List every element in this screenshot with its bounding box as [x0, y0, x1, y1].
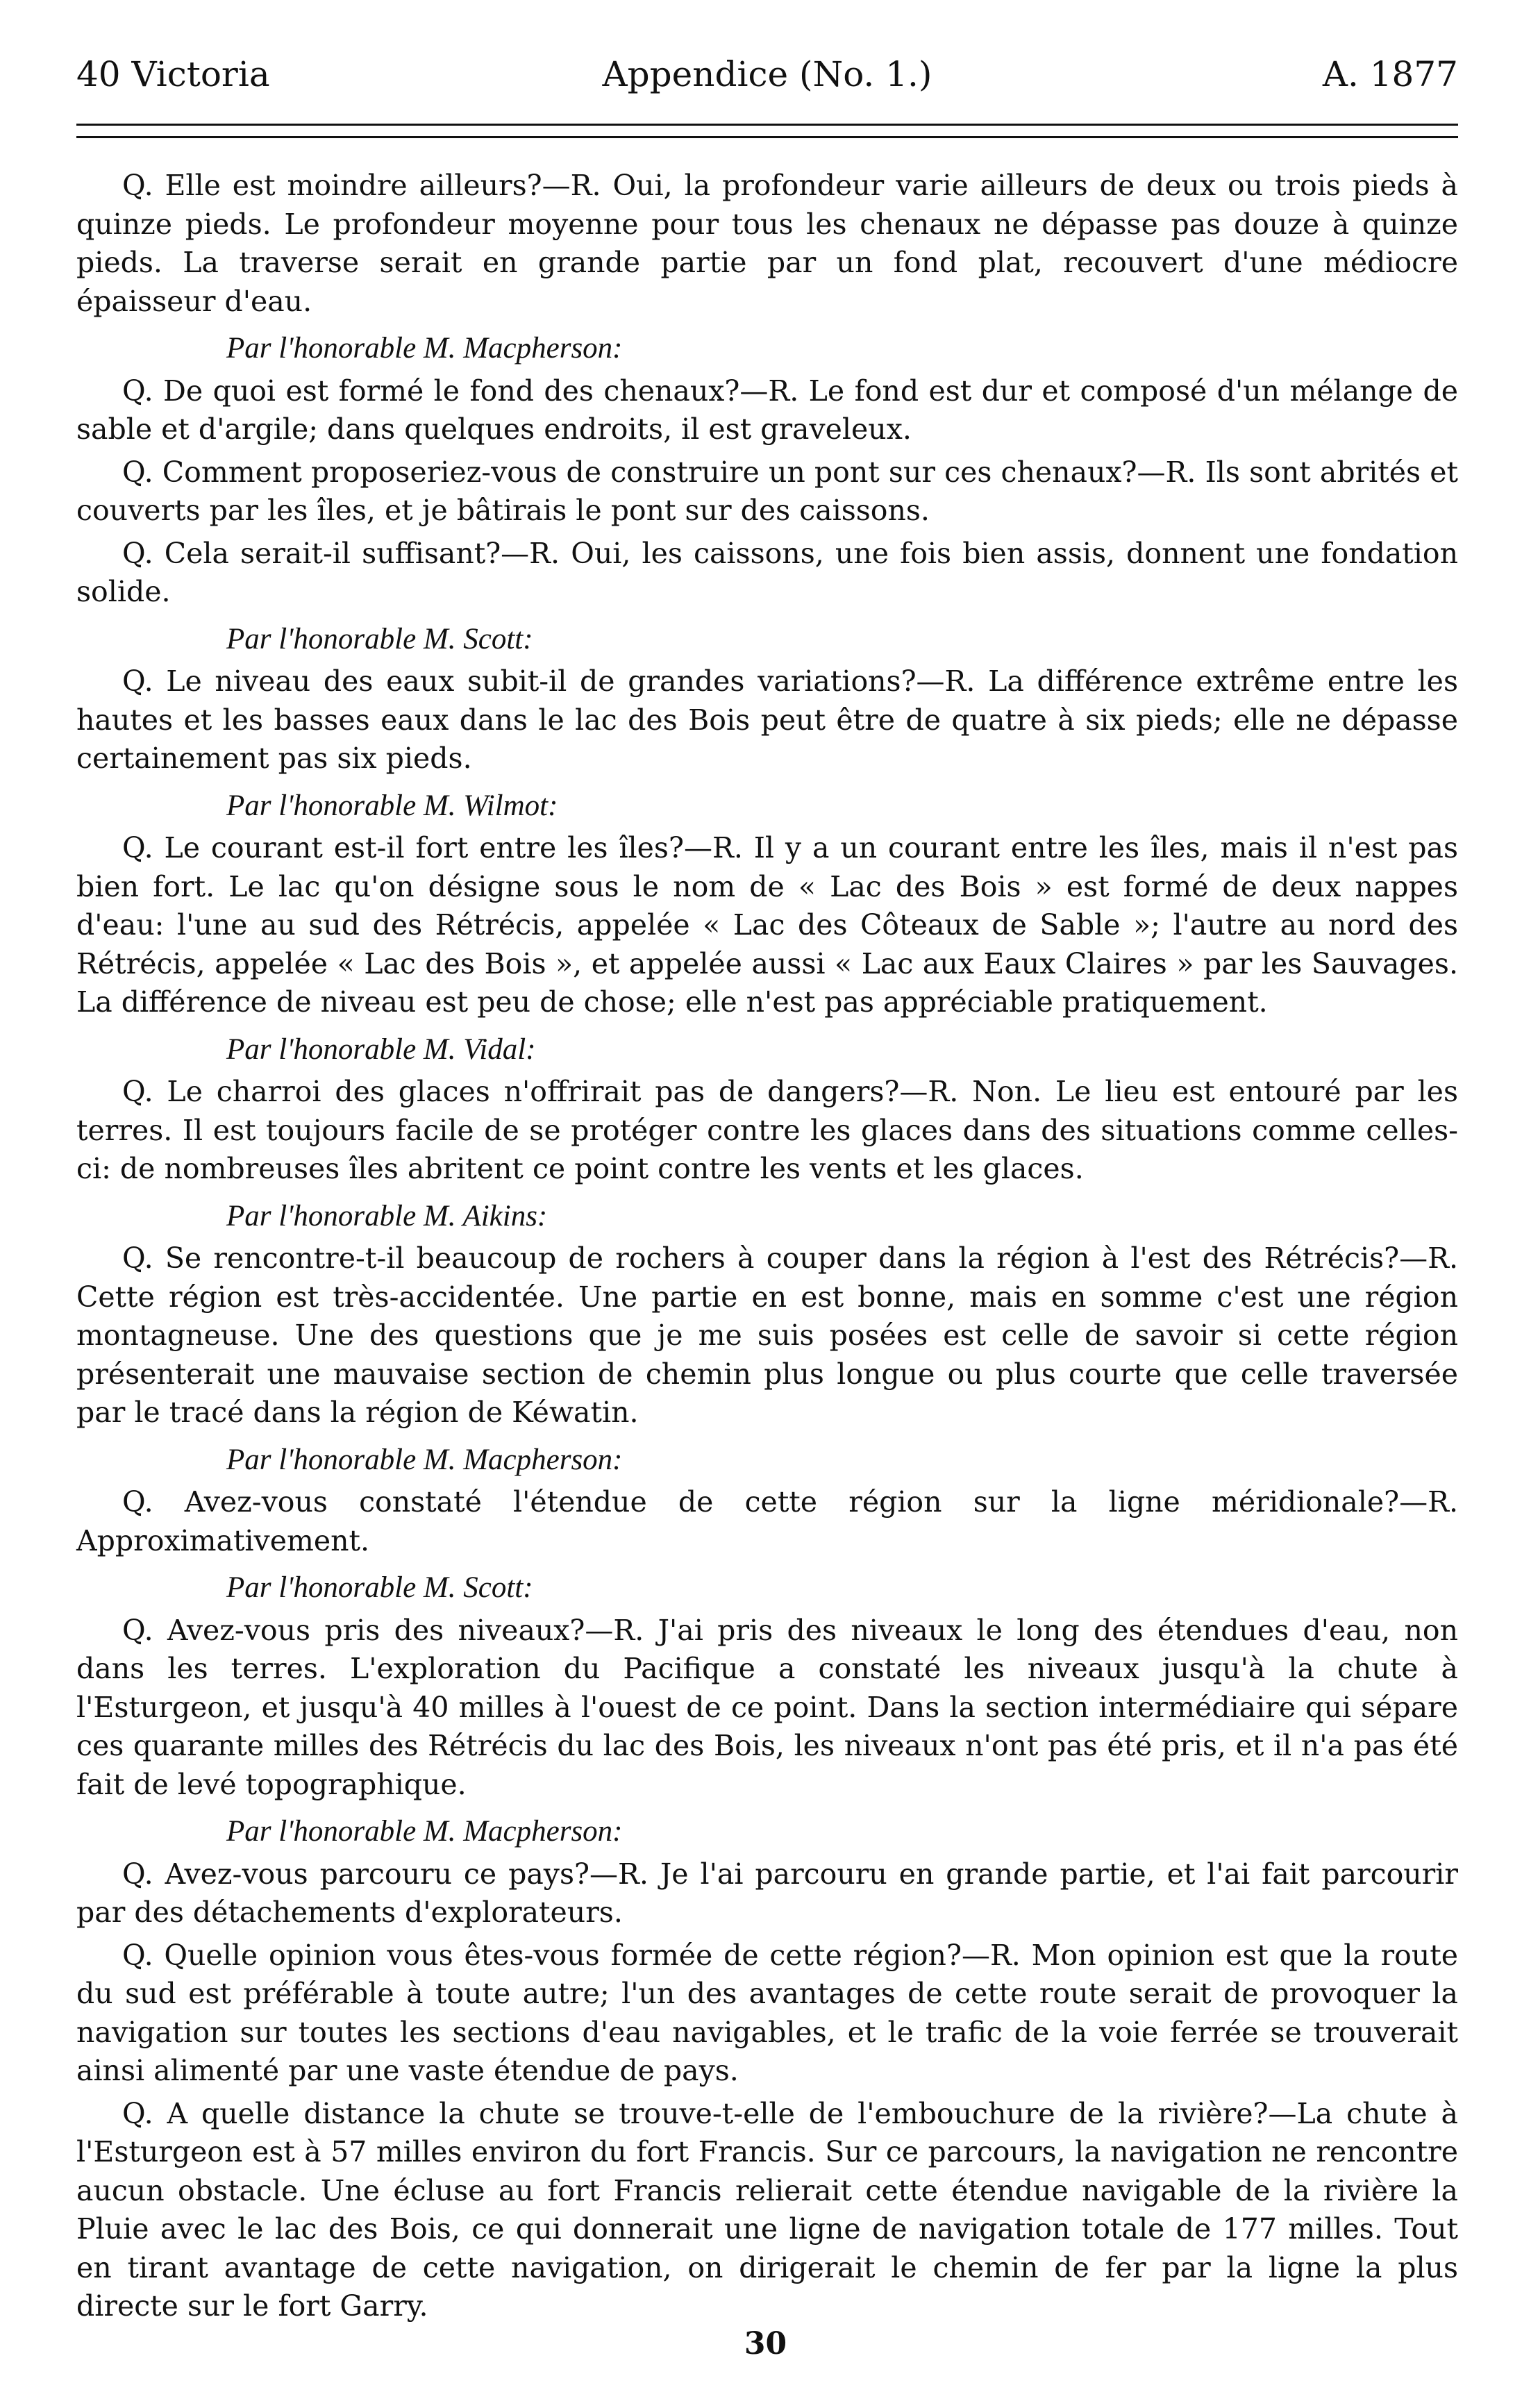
testimony-paragraph: Q. Avez-vous parcouru ce pays?—R. Je l'ai parcouru en grande partie, et l'ai fait parcourir par des détachements d'explorateurs. — [76, 1857, 1458, 1929]
testimony-paragraph: Q. A quelle distance la chute se trouve-t-elle de l'embouchure de la rivière?—La chute à l'Esturgeon est à 57 milles environ du fort Francis. Sur ce parcours, la navigation ne rencontre aucun obstacle. Une écluse au fort Francis relierait cette étendue navigable de la rivière la Pluie avec le lac des Bois, ce qui donnerait une ligne de navigation totale de 177 milles. Tout en tirant avantage de cette navigation, on dirigerait le chemin de fer par la ligne la plus directe sur le fort Garry. — [76, 2096, 1458, 2323]
speaker-heading: Par l'honorable M. Vidal: — [226, 1032, 536, 1066]
header-session: 40 Victoria — [76, 54, 270, 94]
header-rule-top — [76, 124, 1458, 126]
testimony-paragraph: Q. Quelle opinion vous êtes-vous formée de cette région?—R. Mon opinion est que la route du sud est préférable à toute autre; l'un des avantages de cette route serait de provoquer la navigation sur toutes les sections d'eau navigables, et le trafic de la voie ferrée se trouverait ainsi alimenté par une vaste étendue de pays. — [76, 1938, 1458, 2087]
speaker-heading: Par l'honorable M. Macpherson: — [226, 332, 623, 365]
speaker-heading: Par l'honorable M. Aikins: — [226, 1199, 548, 1232]
testimony-paragraph: Q. Le niveau des eaux subit-il de grandes variations?—R. La différence extrême entre les hautes et les basses eaux dans le lac des Bois peut être de quatre à six pieds; elle ne dépasse certainement pas six pieds. — [76, 664, 1458, 775]
testimony-paragraph: Q. De quoi est formé le fond des chenaux?—R. Le fond est dur et composé d'un mélange de sable et d'argile; dans quelques endroits, il est graveleux. — [76, 374, 1458, 446]
speaker-heading: Par l'honorable M. Scott: — [226, 622, 533, 655]
speaker-heading: Par l'honorable M. Scott: — [226, 1571, 533, 1604]
testimony-paragraph: Q. Le charroi des glaces n'offrirait pas de dangers?—R. Non. Le lieu est entouré par les terres. Il est toujours facile de se protéger contre les glaces dans des situations comme celles-ci: de nombreuses îles abritent ce point contre les vents et les glaces. — [76, 1075, 1458, 1185]
speaker-heading: Par l'honorable M. Macpherson: — [226, 1815, 623, 1848]
header-rule-bottom — [76, 136, 1458, 138]
speaker-heading: Par l'honorable M. Wilmot: — [226, 789, 558, 822]
header-year: A. 1877 — [1322, 54, 1458, 94]
page-number: 30 — [744, 2326, 787, 2361]
header-title: Appendice (No. 1.) — [602, 54, 932, 94]
testimony-paragraph: Q. Le courant est-il fort entre les îles?—R. Il y a un courant entre les îles, mais il n'est pas bien fort. Le lac qu'on désigne sous le nom de « Lac des Bois » est formé de deux nappes d'eau: l'une au sud des Rétrécis, appelée « Lac des Côteaux de Sable »; l'autre au nord des Rétrécis, appelée « Lac des Bois », et appelée aussi « Lac aux Eaux Claires » par les Sauvages. La différence de niveau est peu de chose; elle n'est pas appréciable pratiquement. — [76, 831, 1458, 1019]
speaker-heading: Par l'honorable M. Macpherson: — [226, 1443, 623, 1476]
testimony-paragraph: Q. Comment proposeriez-vous de construire un pont sur ces chenaux?—R. Ils sont abrités et couverts par les îles, et je bâtirais le pont sur des caissons. — [76, 455, 1458, 527]
running-header — [76, 50, 1458, 99]
testimony-body — [76, 164, 1458, 2330]
testimony-paragraph: Q. Cela serait-il suffisant?—R. Oui, les caissons, une fois bien assis, donnent une fondation solide. — [76, 536, 1458, 608]
testimony-paragraph: Q. Se rencontre-t-il beaucoup de rochers à couper dans la région à l'est des Rétrécis?—R. Cette région est très-accidentée. Une partie en est bonne, mais en somme c'est une région montagneuse. Une des questions que je me suis posées est celle de savoir si cette région présenterait une mauvaise section de chemin plus longue ou plus courte que celle traversée par le tracé dans la région de Kéwatin. — [76, 1241, 1458, 1429]
testimony-paragraph: Q. Avez-vous pris des niveaux?—R. J'ai pris des niveaux le long des étendues d'eau, non dans les terres. L'exploration du Pacifique a constaté les niveaux jusqu'à la chute à l'Esturgeon, et jusqu'à 40 milles à l'ouest de ce point. Dans la section intermédiaire qui sépare ces quarante milles des Rétrécis du lac des Bois, les niveaux n'ont pas été pris, et il n'a pas été fait de levé topographique. — [76, 1613, 1458, 1801]
testimony-paragraph: Q. Avez-vous constaté l'étendue de cette région sur la ligne méridionale?—R. Approximativement. — [76, 1485, 1458, 1557]
testimony-paragraph: Q. Elle est moindre ailleurs?—R. Oui, la profondeur varie ailleurs de deux ou trois pieds à quinze pieds. Le profondeur moyenne pour tous les chenaux ne dépasse pas douze à quinze pieds. La traverse serait en grande partie par un fond plat, recouvert d'une médiocre épaisseur d'eau. — [76, 169, 1458, 318]
